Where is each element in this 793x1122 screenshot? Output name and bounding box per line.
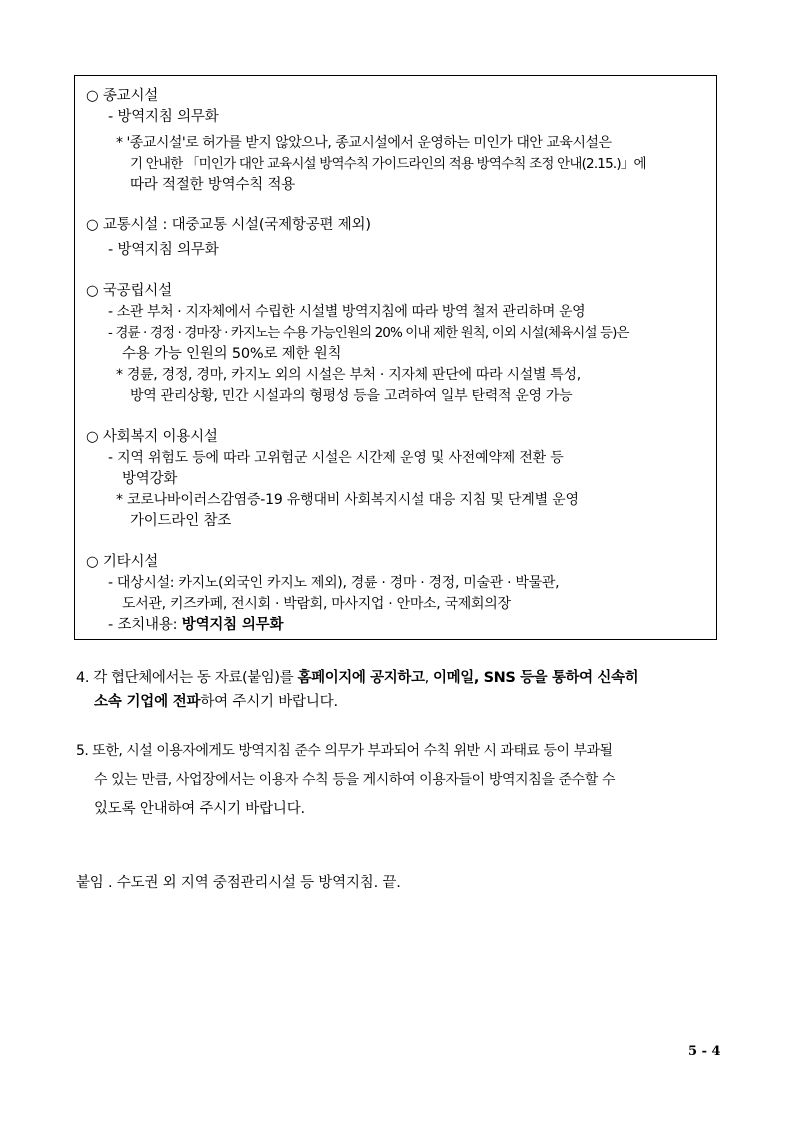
paragraph-5-line-3: 있도록 안내하여 주시기 바랍니다.	[94, 801, 305, 817]
other-item-1-line-2: 도서관, 키즈카페, 전시회 · 박람회, 마사지업 · 안마소, 국제회의장	[122, 596, 511, 612]
religious-note-line-1: * '종교시설'로 허가를 받지 않았으나, 종교시설에서 운영하는 미인가 대안 교육시설은	[116, 135, 612, 151]
transport-heading: ○ 교통시설 : 대중교통 시설(국제항공편 제외)	[86, 217, 371, 233]
religious-item-1: - 방역지침 의무화	[108, 109, 219, 125]
religious-note-line-2: 기 안내한 「미인가 대안 교육시설 방역수칙 가이드라인의 적용 방역수칙 조정 안내(2.15.)」에	[130, 156, 646, 172]
attachment-line: 붙임 . 수도권 외 지역 중점관리시설 등 방역지침. 끝.	[76, 875, 401, 891]
paragraph-5-line-2: 수 있는 만큼, 사업장에서는 이용자 수칙 등을 게시하여 이용자들이 방역지침을 준수할 수	[94, 772, 616, 788]
public-note-line-2: 방역 관리상황, 민간 시설과의 형평성 등을 고려하여 일부 탄력적 운영 가능	[130, 388, 573, 404]
public-item-2-line-1: - 경륜 · 경정 · 경마장 · 카지노는 수용 가능인원의 20% 이내 제한 원칙, 이외 시설(체육시설 등)은	[108, 325, 629, 341]
other-item-2-prefix: - 조치내용:	[108, 617, 182, 633]
p4-bold-spread: 소속 기업에 전파	[94, 694, 201, 710]
p4-bold-homepage: 홈페이지에 공지하고	[297, 670, 425, 686]
other-item-2	[108, 615, 283, 635]
public-note-line-1: * 경륜, 경정, 경마, 카지노 외의 시설은 부처 · 지자체 판단에 따라 시설별 특성,	[116, 367, 581, 383]
religious-note-line-3: 따라 적절한 방역수칙 적용	[130, 177, 296, 193]
public-item-2-line-2: 수용 가능 인원의 50%로 제한 원칙	[122, 346, 342, 362]
p4-text-a: 4. 각 협단체에서는 동 자료(붙임)를	[76, 670, 298, 686]
page-number: 5 - 4	[688, 1044, 721, 1059]
public-heading: ○ 국공립시설	[86, 283, 172, 299]
religious-heading: ○ 종교시설	[86, 88, 159, 104]
other-heading: ○ 기타시설	[86, 554, 159, 570]
paragraph-5-line-1: 5. 또한, 시설 이용자에게도 방역지침 준수 의무가 부과되어 수칙 위반 시 과태료 등이 부과될	[76, 743, 613, 759]
welfare-note-line-2: 가이드라인 참조	[130, 513, 232, 529]
other-item-1-line-1: - 대상시설: 카지노(외국인 카지노 제외), 경륜 · 경마 · 경정, 미술관 · 박물관,	[108, 575, 560, 591]
paragraph-4-line-1	[76, 668, 638, 688]
p4-text-end: 하여 주시기 바랍니다.	[200, 694, 338, 710]
other-item-2-bold: 방역지침 의무화	[181, 617, 284, 633]
welfare-item-1-line-2: 방역강화	[122, 471, 178, 487]
welfare-note-line-1: * 코로나바이러스감염증-19 유행대비 사회복지시설 대응 지침 및 단계별 운영	[116, 492, 579, 508]
welfare-heading: ○ 사회복지 이용시설	[86, 429, 218, 445]
public-item-1: - 소관 부처 · 지자체에서 수립한 시설별 방역지침에 따라 방역 철저 관리하며 운영	[108, 304, 586, 320]
paragraph-4-line-2	[94, 692, 338, 712]
p4-bold-email: 이메일, SNS 등을 통하여 신속히	[433, 670, 639, 686]
welfare-item-1-line-1: - 지역 위험도 등에 따라 고위험군 시설은 시간제 운영 및 사전예약제 전환 등	[108, 450, 564, 466]
transport-item-1: - 방역지침 의무화	[108, 242, 219, 258]
p4-text-c: ,	[424, 670, 434, 686]
